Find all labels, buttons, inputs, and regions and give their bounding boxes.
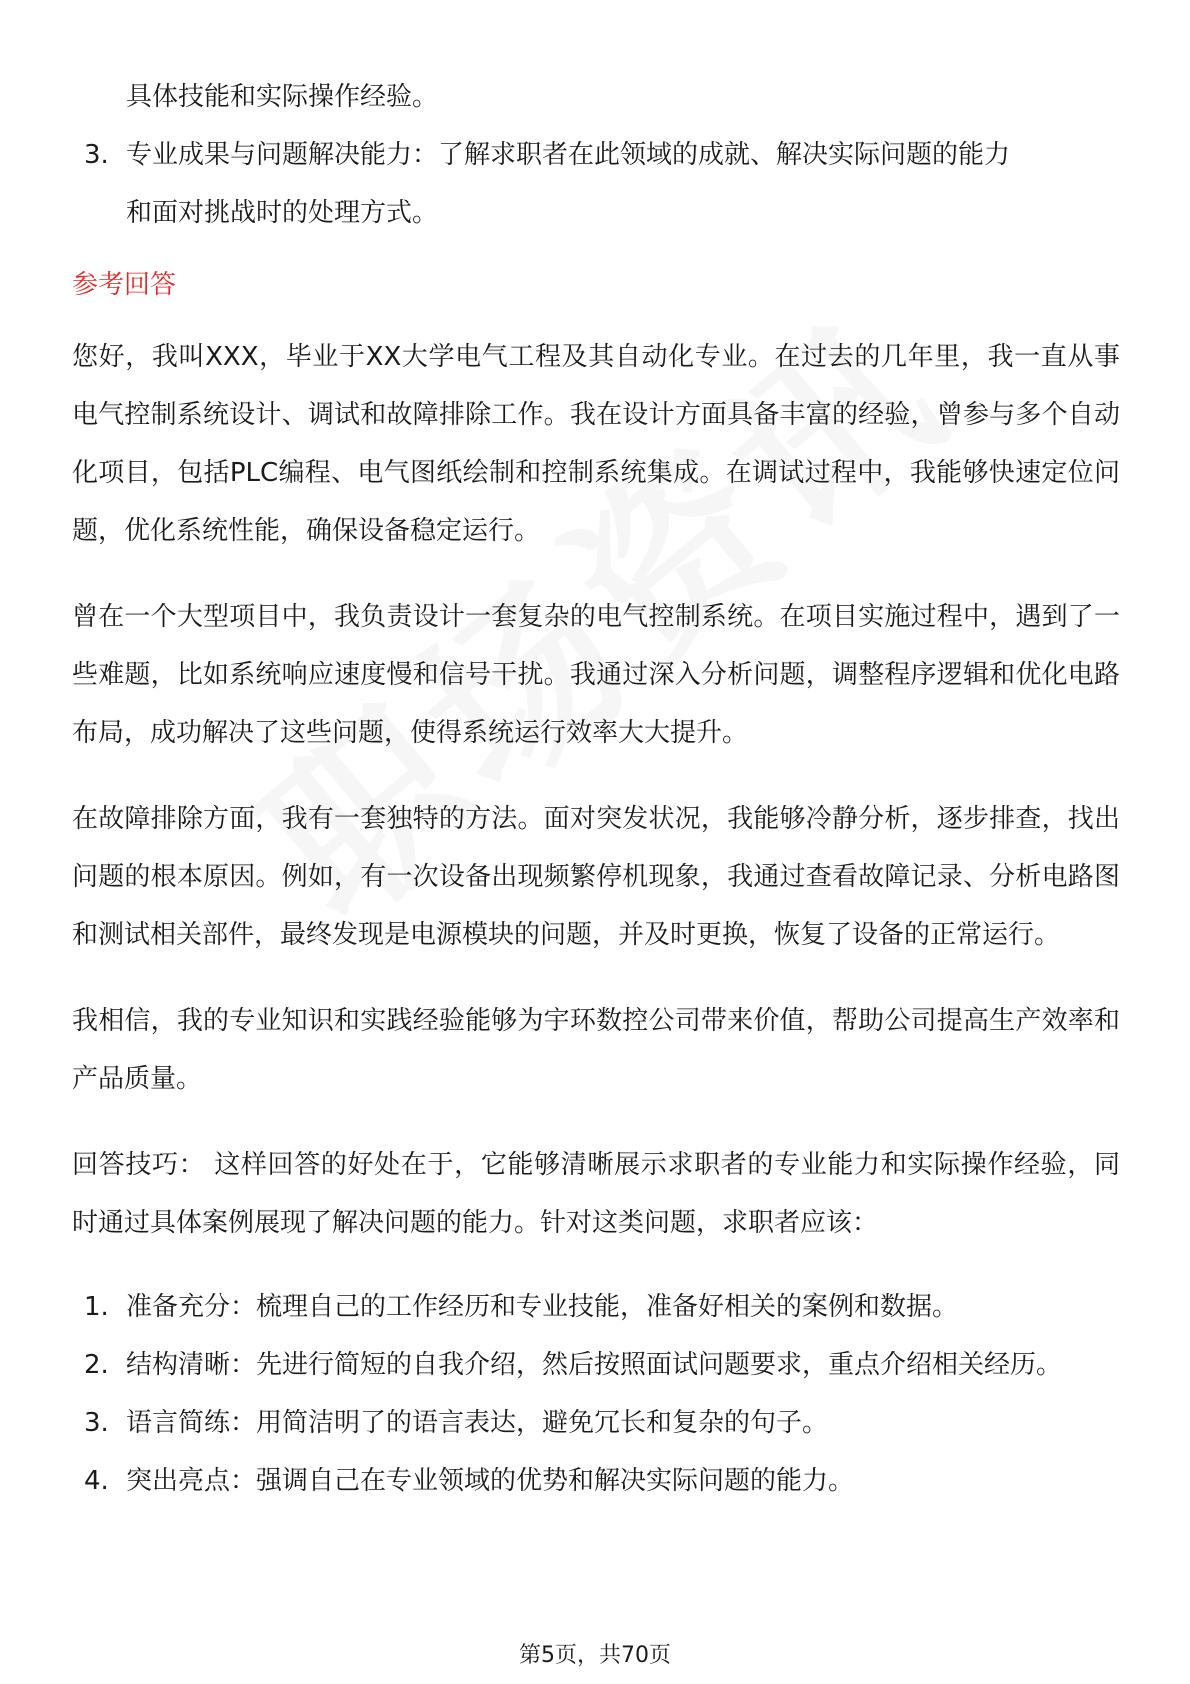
list-number: 1.: [84, 1292, 109, 1322]
list-item-text: 语言简练：用简洁明了的语言表达，避免冗长和复杂的句子。: [126, 1408, 829, 1438]
list-item-text: 突出亮点：强调自己在专业领域的优势和解决实际问题的能力。: [126, 1466, 855, 1496]
list-item-continuation: 具体技能和实际操作经验。: [126, 82, 439, 112]
list-item-text: 准备充分：梳理自己的工作经历和专业技能，准备好相关的案例和数据。: [126, 1292, 959, 1322]
list-item-text: 专业成果与问题解决能力：了解求职者在此领域的成就、解决实际问题的能力: [126, 140, 1011, 170]
list-number: 3.: [84, 140, 109, 170]
page-content: [72, 68, 1120, 1510]
list-item: [72, 1336, 1120, 1394]
answer-paragraph: 我相信，我的专业知识和实践经验能够为宇环数控公司带来价值，帮助公司提高生产效率和产品质量。: [72, 1006, 1120, 1094]
list-item: [72, 126, 1120, 184]
answer-paragraph: 在故障排除方面，我有一套独特的方法。面对突发状况，我能够冷静分析，逐步排查，找出问题的根本原因。例如，有一次设备出现频繁停机现象，我通过查看故障记录、分析电路图和测试相关部件，最终发现是电源模块的问题，并及时更换，恢复了设备的正常运行。: [72, 804, 1120, 950]
answer-paragraph: 您好，我叫XXX，毕业于XX大学电气工程及其自动化专业。在过去的几年里，我一直从事电气控制系统设计、调试和故障排除工作。我在设计方面具备丰富的经验，曾参与多个自动化项目，包括PLC编程、电气图纸绘制和控制系统集成。在调试过程中，我能够快速定位问题，优化系统性能，确保设备稳定运行。: [72, 342, 1120, 546]
list-item: [72, 1278, 1120, 1336]
list-item-continuation: 和面对挑战时的处理方式。: [126, 198, 439, 228]
list-item-text: 结构清晰：先进行简短的自我介绍，然后按照面试问题要求，重点介绍相关经历。: [126, 1350, 1063, 1380]
list-number: 4.: [84, 1466, 109, 1496]
tips-intro: 回答技巧： 这样回答的好处在于，它能够清晰展示求职者的专业能力和实际操作经验，同时通过具体案例展现了解决问题的能力。针对这类问题，求职者应该：: [72, 1150, 1120, 1238]
list-number: 3.: [84, 1408, 109, 1438]
list-item: [72, 1394, 1120, 1452]
list-item: [72, 1452, 1120, 1510]
section-title: 参考回答: [72, 270, 177, 300]
page-footer: 第5页，共70页: [519, 1643, 671, 1668]
list-number: 2.: [84, 1350, 109, 1380]
answer-paragraph: 曾在一个大型项目中，我负责设计一套复杂的电气控制系统。在项目实施过程中，遇到了一些难题，比如系统响应速度慢和信号干扰。我通过深入分析问题，调整程序逻辑和优化电路布局，成功解决了这些问题，使得系统运行效率大大提升。: [72, 602, 1120, 748]
intro-list: [72, 126, 1120, 184]
tips-list: [72, 1278, 1120, 1510]
